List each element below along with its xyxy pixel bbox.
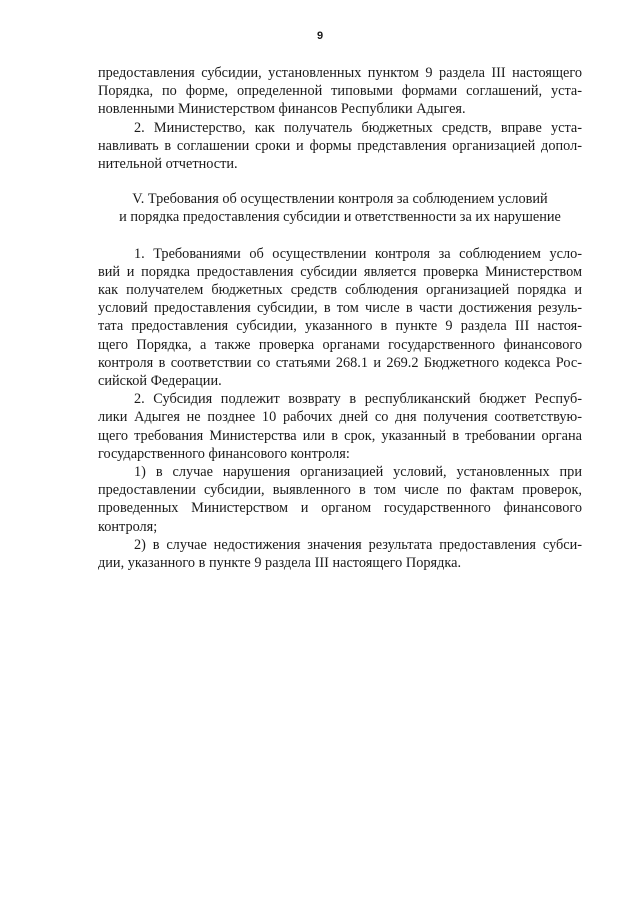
text-line: государственного финансового контроля: [98, 445, 350, 462]
text-line: тата предоставления субсидии, указанного в пункте 9 раздела III настоя- [98, 318, 582, 335]
heading-line: V. Требования об осуществлении контроля за соблюдением условий [132, 191, 548, 208]
heading-line: и порядка предоставления субсидии и ответственности за их нарушение [119, 209, 561, 226]
text-line: 2) в случае недостижения значения результата предоставления субси- [134, 536, 582, 553]
text-line: 2. Субсидия подлежит возврату в республиканский бюджет Респуб- [134, 391, 582, 408]
text-line: Порядка, по форме, определенной типовыми формами соглашений, уста- [98, 83, 582, 100]
paragraph-2 [98, 119, 582, 174]
page-number: 9 [316, 30, 324, 42]
text-line: условий предоставления субсидии, в том числе в части достижения резуль- [98, 300, 582, 317]
text-line: проведенных Министерством и органом государственного финансового [98, 500, 582, 517]
intro-paragraph [98, 64, 582, 119]
section-paragraph-2 [98, 390, 582, 463]
text-line: предоставлении субсидии, выявленного в том числе по фактам проверок, [98, 482, 582, 499]
section-heading [98, 190, 582, 226]
text-line: лики Адыгея не позднее 10 рабочих дней со дня получения соответствую- [98, 409, 582, 426]
text-line: 2. Министерство, как получатель бюджетных средств, вправе уста- [134, 119, 582, 136]
text-line: щего требования Министерства или в срок, указанный в требовании органа [98, 427, 582, 444]
section-paragraph-1 [98, 245, 582, 391]
text-line: 1) в случае нарушения организацией условий, установленных при [134, 464, 582, 481]
text-line: как получателем бюджетных средств соблюдения организацией порядка и [98, 282, 582, 299]
text-line: дии, указанного в пункте 9 раздела III настоящего Порядка. [98, 555, 462, 572]
text-line: вий и порядка предоставления субсидии является проверка Министерством [98, 263, 582, 280]
text-line: 1. Требованиями об осуществлении контроля за соблюдением усло- [134, 245, 582, 262]
text-line: предоставления субсидии, установленных пунктом 9 раздела III настоящего [98, 65, 582, 81]
text-line: навливать в соглашении сроки и формы представления организацией допол- [98, 137, 582, 154]
text-line: контроля; [98, 518, 158, 535]
section-paragraph-3 [98, 463, 582, 536]
text-line: новленными Министерством финансов Республики Адыгея. [98, 101, 466, 118]
text-line: контроля в соответствии со статьями 268.1 и 269.2 Бюджетного кодекса Рос- [98, 354, 582, 371]
text-line: нительной отчетности. [98, 156, 238, 173]
document-body [98, 64, 582, 572]
text-line: сийской Федерации. [98, 373, 222, 390]
text-line: щего Порядка, а также проверка органами государственного финансового [98, 336, 582, 353]
section-paragraph-4 [98, 536, 582, 572]
